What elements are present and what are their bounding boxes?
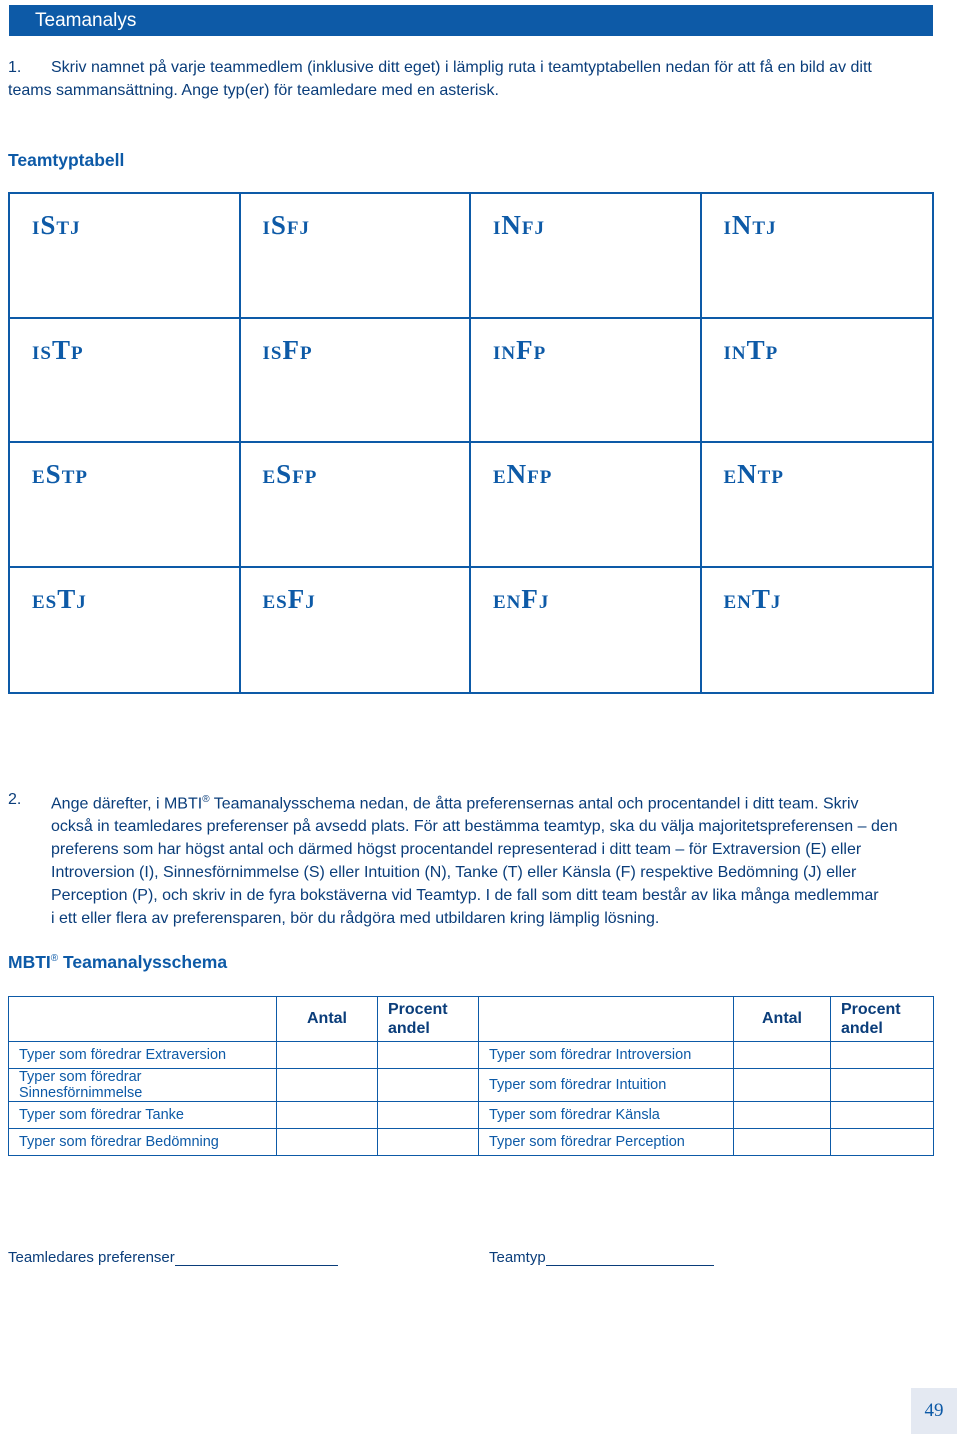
header-empty [479, 997, 734, 1042]
type-cell[interactable] [702, 443, 933, 568]
type-cell[interactable] [702, 568, 933, 693]
type-label: eSfp [262, 459, 318, 489]
row-label-left: Typer som föredrar Sinnesförnimmelse [9, 1069, 277, 1102]
type-cell[interactable] [702, 194, 933, 319]
type-cell[interactable] [241, 568, 472, 693]
antal-cell[interactable] [277, 1042, 378, 1069]
teamtype-field [489, 1248, 714, 1266]
type-label: esTj [32, 583, 87, 614]
instruction-1-line-2: teams sammansättning. Ange typ(er) för teamledare med en asterisk. [8, 82, 499, 99]
antal-cell[interactable] [734, 1069, 831, 1102]
type-label: iNfj [493, 210, 545, 240]
procent-cell[interactable] [378, 1102, 479, 1129]
type-label: enFj [493, 583, 550, 614]
type-cell[interactable] [10, 194, 241, 319]
antal-cell[interactable] [277, 1102, 378, 1129]
procent-cell[interactable] [831, 1042, 934, 1069]
type-table-title: Teamtyptabell [8, 150, 125, 170]
header-bar [9, 5, 933, 36]
table-row [9, 1042, 934, 1069]
type-label: enTj [723, 583, 782, 614]
header-procent-line-2: andel [388, 1020, 430, 1037]
header-procent [378, 997, 479, 1042]
type-label: esFj [262, 583, 316, 614]
type-label: eNtp [723, 459, 784, 489]
type-label: inTp [723, 334, 779, 365]
instruction-2-line-3: preferens som har högst antal och därmed högst procentandel representerad i ditt team – för Extraversion (E) eller [51, 841, 862, 859]
type-label: isTp [32, 334, 84, 365]
row-label-right: Typer som föredrar Introversion [479, 1042, 734, 1069]
table-header-row [9, 997, 934, 1042]
procent-cell[interactable] [831, 1102, 934, 1129]
antal-cell[interactable] [277, 1129, 378, 1156]
instruction-1-line-1: Skriv namnet på varje teammedlem (inklusive ditt eget) i lämplig ruta i teamtyptabellen nedan för att få en bild av ditt [51, 59, 872, 76]
page-title: Teamanalys [35, 10, 137, 31]
procent-cell[interactable] [378, 1129, 479, 1156]
type-label: inFp [493, 334, 547, 365]
header-procent [831, 997, 934, 1042]
antal-cell[interactable] [734, 1129, 831, 1156]
type-cell[interactable] [471, 443, 702, 568]
header-procent-line-2: andel [841, 1020, 883, 1037]
teamtype-line[interactable] [546, 1248, 714, 1266]
header-procent-line-1: Procent [388, 1001, 448, 1018]
type-label: isFp [262, 334, 313, 365]
type-cell[interactable] [10, 568, 241, 693]
header-empty [9, 997, 277, 1042]
instruction-2-line-4: Introversion (I), Sinnesförnimmelse (S) eller Intuition (N), Tanke (T) eller Känsla (F) respektive Bedömning (J) eller [51, 864, 857, 882]
row-label-left: Typer som föredrar Tanke [9, 1102, 277, 1129]
header-antal: Antal [734, 997, 831, 1042]
instruction-2-line-5: Perception (P), och skriv in de fyra bokstäverna vid Teamtyp. I de fall som ditt team består av lika många medlemmar [51, 887, 879, 905]
header-procent-line-1: Procent [841, 1001, 901, 1018]
schema-title-pre: MBTI [8, 952, 51, 972]
antal-cell[interactable] [277, 1069, 378, 1102]
type-cell[interactable] [471, 194, 702, 319]
type-cell[interactable] [471, 319, 702, 444]
schema-title-post: Teamanalysschema [58, 952, 228, 972]
type-cell[interactable] [241, 194, 472, 319]
registered-mark: ® [50, 953, 59, 965]
type-cell[interactable] [241, 319, 472, 444]
table-row [9, 1129, 934, 1156]
type-table [8, 192, 934, 694]
row-label-left: Typer som föredrar Bedömning [9, 1129, 277, 1156]
row-label-right: Typer som föredrar Känsla [479, 1102, 734, 1129]
instruction-2-line-1 [51, 788, 898, 815]
instruction-1-number: 1. [8, 59, 22, 76]
schema-title [8, 952, 227, 973]
type-label: iStj [32, 210, 81, 240]
leader-preferences-field [8, 1248, 338, 1266]
team-analysis-table [8, 996, 934, 1156]
leader-preferences-line[interactable] [175, 1248, 338, 1266]
instruction-2-line-6: i ett eller flera av preferensparen, bör du rådgöra med utbildaren kring lämplig lösning. [51, 910, 660, 928]
header-antal: Antal [277, 997, 378, 1042]
row-label-right: Typer som föredrar Intuition [479, 1069, 734, 1102]
procent-cell[interactable] [831, 1069, 934, 1102]
instruction-2-line-1-post: Teamanalysschema nedan, de åtta preferensernas antal och procentandel i ditt team. Skriv [209, 795, 859, 813]
type-label: eNfp [493, 459, 553, 489]
instruction-2-line-1-pre: Ange därefter, i MBTI [51, 795, 203, 813]
type-label: iSfj [262, 210, 311, 240]
type-cell[interactable] [10, 319, 241, 444]
type-cell[interactable] [10, 443, 241, 568]
instruction-2 [8, 788, 943, 928]
type-cell[interactable] [471, 568, 702, 693]
row-label-right: Typer som föredrar Perception [479, 1129, 734, 1156]
procent-cell[interactable] [831, 1129, 934, 1156]
instruction-2-line-2: också in teamledares preferenser på avsedd plats. För att bestämma teamtyp, ska du välja majoritetspreferensen – den [51, 818, 898, 836]
table-row [9, 1069, 934, 1102]
type-cell[interactable] [241, 443, 472, 568]
type-cell[interactable] [702, 319, 933, 444]
row-label-left: Typer som föredrar Extraversion [9, 1042, 277, 1069]
procent-cell[interactable] [378, 1069, 479, 1102]
instruction-2-number: 2. [8, 791, 22, 808]
instruction-1 [8, 56, 938, 102]
teamtype-label: Teamtyp [489, 1249, 546, 1266]
table-row [9, 1102, 934, 1129]
page-number: 49 [911, 1388, 957, 1434]
registered-mark: ® [202, 794, 210, 805]
antal-cell[interactable] [734, 1042, 831, 1069]
type-label: eStp [32, 459, 88, 489]
procent-cell[interactable] [378, 1042, 479, 1069]
leader-preferences-label: Teamledares preferenser [8, 1249, 175, 1266]
antal-cell[interactable] [734, 1102, 831, 1129]
type-label: iNtj [723, 210, 777, 240]
